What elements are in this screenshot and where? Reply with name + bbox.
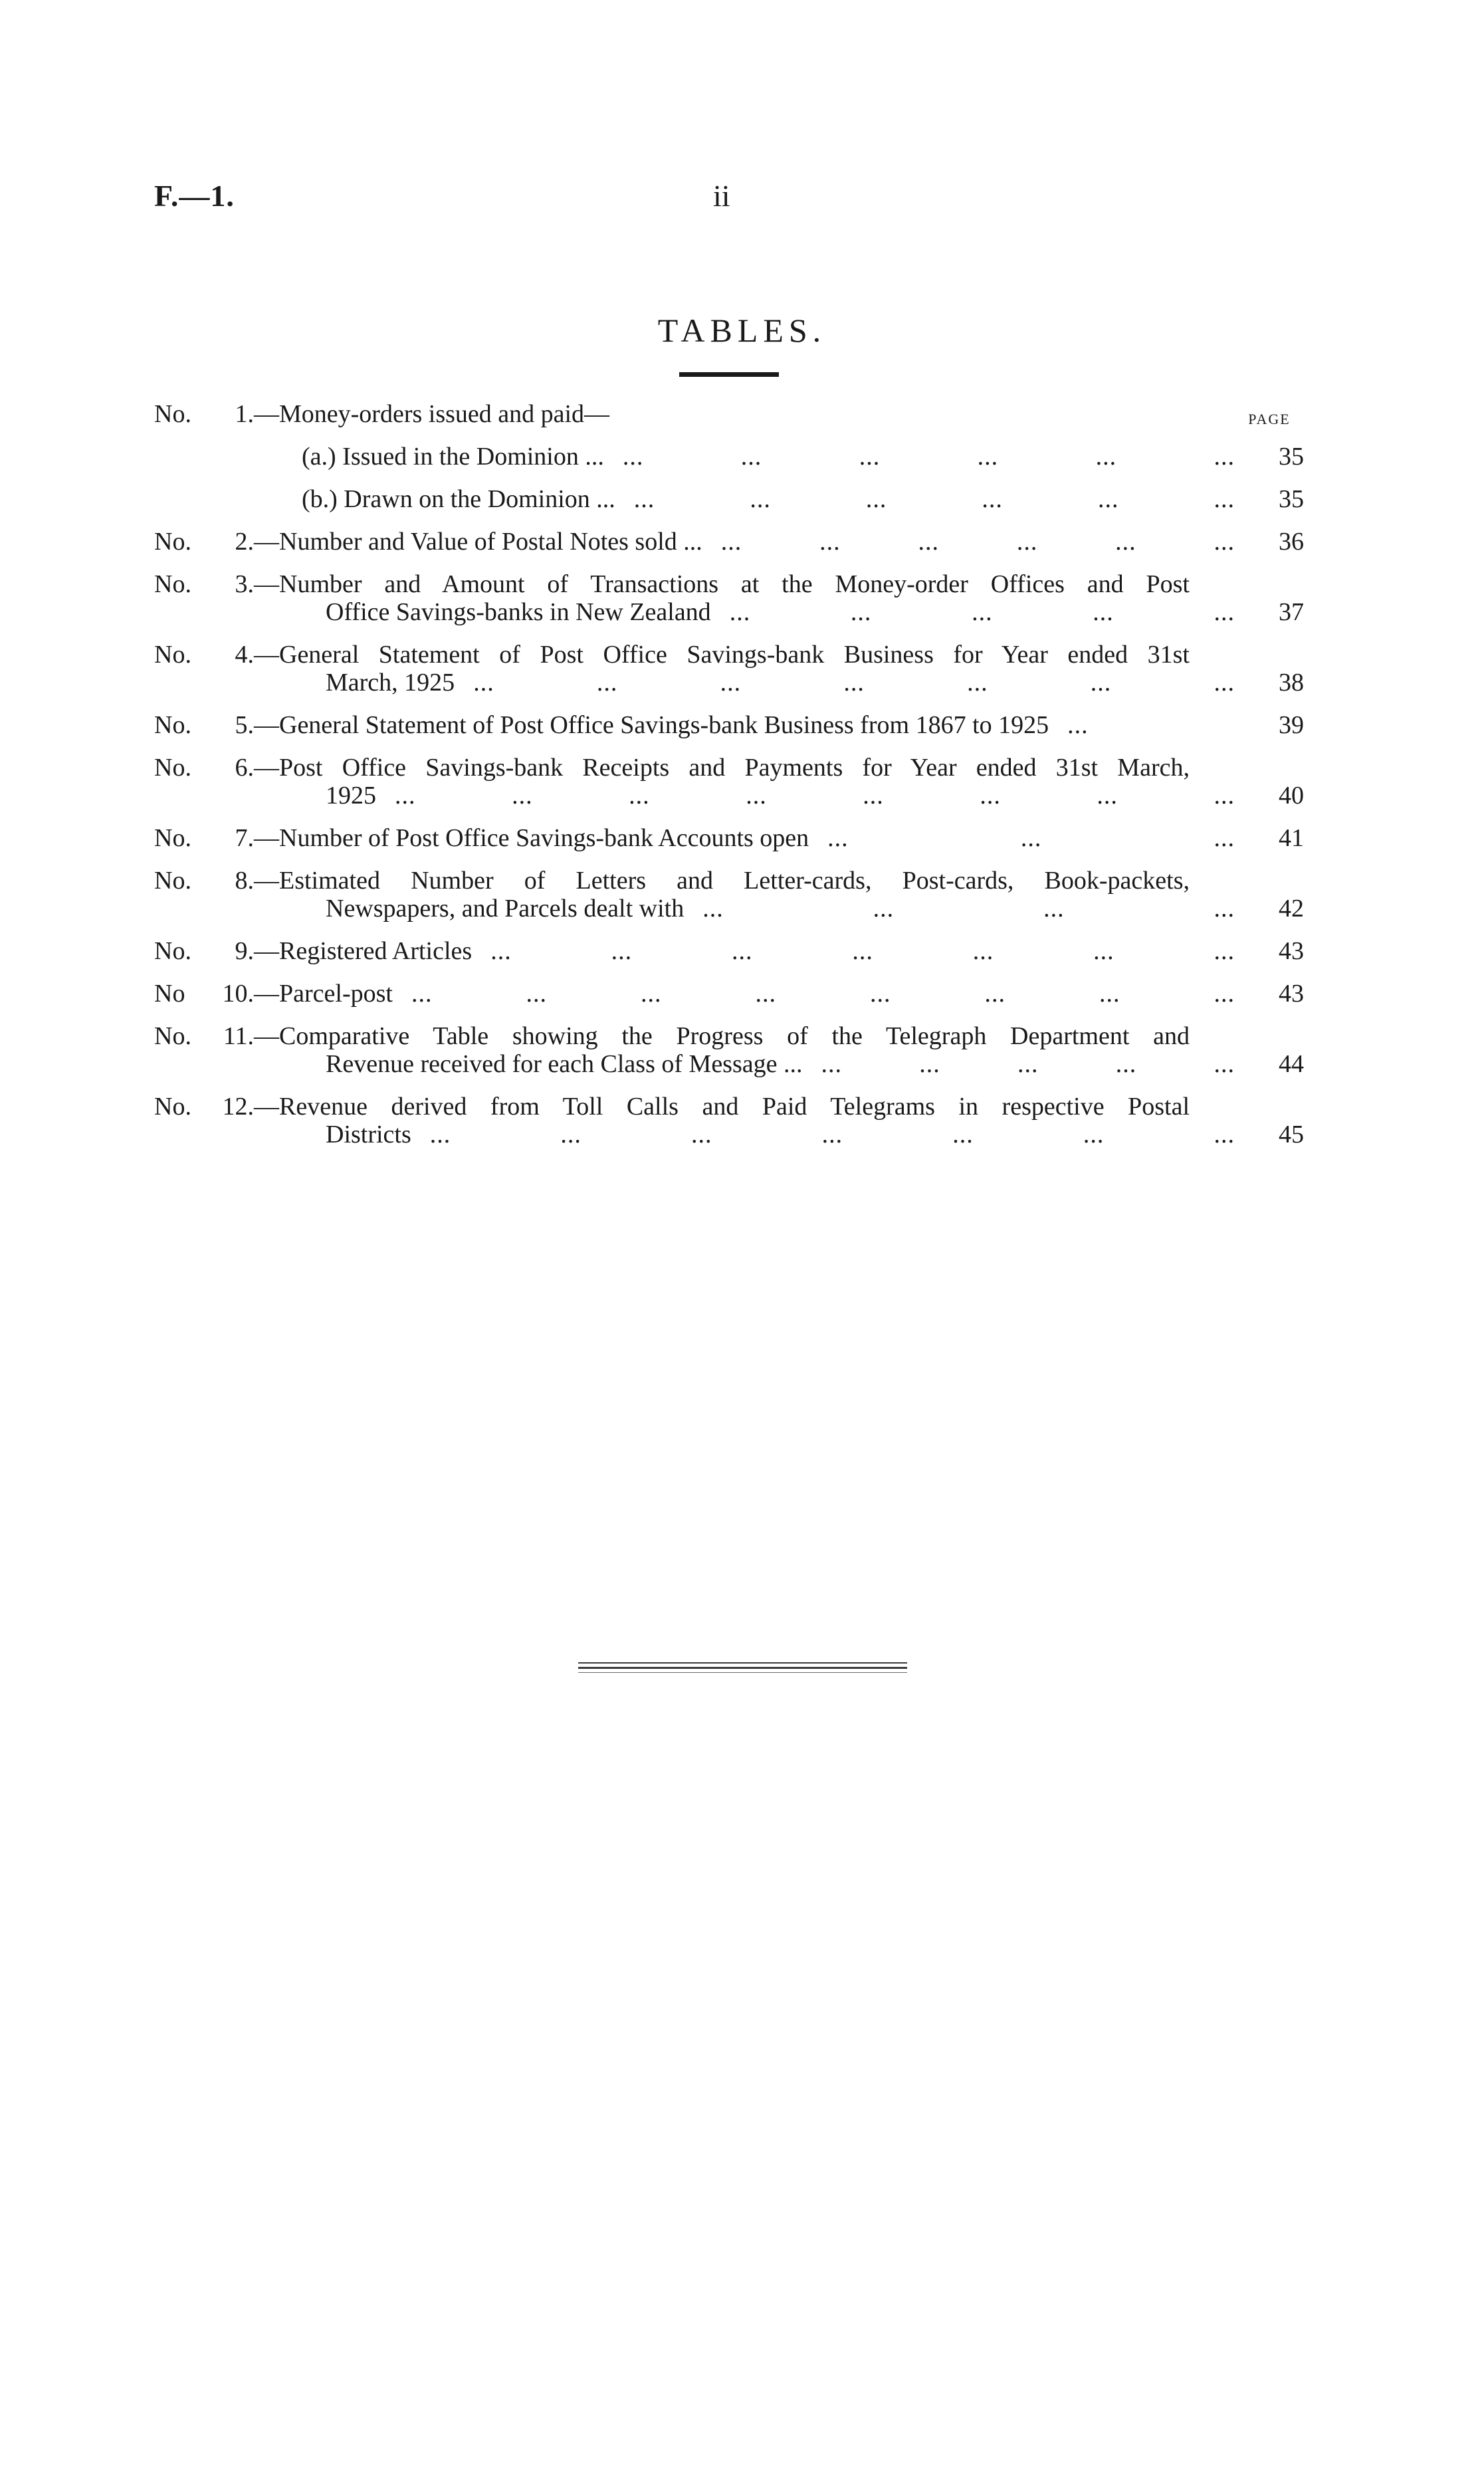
page-ref: 40 <box>1279 782 1304 810</box>
leader-dots: ... <box>1214 937 1235 965</box>
entry-text: —Number and Value of Postal Notes sold ... <box>254 528 702 556</box>
page-title: TABLES. <box>657 312 827 349</box>
dot-leader <box>809 824 1243 852</box>
page-ref: 37 <box>1279 598 1304 626</box>
leader-dots: ... <box>729 598 751 626</box>
closing-rule <box>578 1662 907 1664</box>
table-entry <box>154 1022 1304 1078</box>
entry-continuation <box>154 669 1304 697</box>
leader-dots: ... <box>1083 1121 1105 1148</box>
table-entry <box>154 867 1304 922</box>
leader-dots: ... <box>1214 669 1235 697</box>
entry-no-label: No. <box>154 400 191 428</box>
dot-leader <box>702 528 1243 556</box>
entry-text: (a.) Issued in the Dominion ... <box>302 443 604 471</box>
leader-dots: ... <box>1214 782 1235 810</box>
dot-leader <box>711 598 1243 626</box>
leader-dots: ... <box>1214 980 1235 1008</box>
entry-continuation <box>154 1121 1304 1148</box>
leader-dots: ... <box>919 1050 940 1078</box>
leader-dots: ... <box>731 937 753 965</box>
leader-dots: ... <box>1115 528 1136 556</box>
entry-no-label: No. <box>154 641 191 669</box>
entry-text: —General Statement of Post Office Savings-bank Business from 1867 to 1925 <box>254 711 1049 739</box>
entry-no-label: No <box>154 980 185 1008</box>
entry-number: 7. <box>235 824 254 852</box>
entry-number: 2. <box>235 528 254 556</box>
page-number: ii <box>713 179 730 213</box>
closing-rule <box>578 1672 907 1673</box>
table-entry <box>154 824 1304 852</box>
table-entry <box>154 570 1304 626</box>
leader-dots: ... <box>859 443 881 471</box>
table-entry <box>154 528 1304 556</box>
table-entry <box>154 711 1304 739</box>
entry-text: (b.) Drawn on the Dominion ... <box>302 485 615 513</box>
leader-dots: ... <box>755 980 776 1008</box>
entry-line <box>154 400 1304 428</box>
page-column-label: PAGE <box>1248 411 1291 427</box>
entry-text: —Comparative Table showing the Progress of the Telegraph Department and <box>254 1022 1190 1050</box>
leader-dots: ... <box>977 443 999 471</box>
entry-no-label: No. <box>154 711 191 739</box>
page-ref: 39 <box>1279 711 1304 739</box>
page-ref: 44 <box>1279 1050 1304 1078</box>
entry-text-continued: Newspapers, and Parcels dealt with <box>326 895 685 922</box>
leader-dots: ... <box>750 485 771 513</box>
leader-dots: ... <box>720 528 742 556</box>
leader-dots: ... <box>633 485 655 513</box>
leader-dots: ... <box>952 1121 974 1148</box>
leader-dots: ... <box>1099 980 1120 1008</box>
entry-line <box>154 443 1304 471</box>
dot-leader <box>376 782 1243 810</box>
leader-dots: ... <box>1095 443 1117 471</box>
document-code: F.—1. <box>154 179 235 213</box>
table-entry <box>154 1093 1304 1148</box>
dot-leader <box>393 980 1243 1008</box>
leader-dots: ... <box>972 598 993 626</box>
table-entry <box>154 400 1304 428</box>
entry-line <box>154 937 1304 965</box>
entry-no-label: No. <box>154 937 191 965</box>
entry-continuation <box>154 782 1304 810</box>
leader-dots: ... <box>640 980 662 1008</box>
leader-dots: ... <box>411 980 433 1008</box>
entry-number: 3. <box>235 570 254 598</box>
leader-dots: ... <box>863 782 884 810</box>
dot-leader <box>684 895 1243 922</box>
leader-dots: ... <box>819 528 841 556</box>
leader-dots: ... <box>1017 1050 1039 1078</box>
leader-dots: ... <box>843 669 865 697</box>
entry-number: 1. <box>235 400 254 428</box>
leader-dots: ... <box>629 782 650 810</box>
entry-no-label: No. <box>154 1022 191 1050</box>
closing-rule <box>578 1667 907 1669</box>
leader-dots: ... <box>1115 1050 1137 1078</box>
entry-no-label: No. <box>154 570 191 598</box>
entry-text: —Parcel-post <box>254 980 393 1008</box>
leader-dots: ... <box>1016 528 1038 556</box>
leader-dots: ... <box>1214 443 1235 471</box>
entry-line <box>154 528 1304 556</box>
leader-dots: ... <box>982 485 1003 513</box>
leader-dots: ... <box>526 980 547 1008</box>
entry-text: —Registered Articles <box>254 937 473 965</box>
leader-dots: ... <box>395 782 416 810</box>
leader-dots: ... <box>1093 598 1114 626</box>
leader-dots: ... <box>740 443 762 471</box>
dot-leader <box>472 937 1243 965</box>
page-ref: 35 <box>1279 485 1304 513</box>
entry-line <box>154 485 1304 513</box>
leader-dots: ... <box>873 895 895 922</box>
dot-leader <box>455 669 1243 697</box>
entry-text-continued: Revenue received for each Class of Message ... <box>326 1050 803 1078</box>
leader-dots: ... <box>512 782 533 810</box>
table-of-contents <box>154 400 1304 1163</box>
leader-dots: ... <box>1214 598 1235 626</box>
table-entry <box>154 641 1304 697</box>
leader-dots: ... <box>473 669 494 697</box>
entry-line <box>154 867 1304 895</box>
leader-dots: ... <box>1090 669 1112 697</box>
leader-dots: ... <box>1214 824 1235 852</box>
table-entry <box>154 937 1304 965</box>
leader-dots: ... <box>429 1121 451 1148</box>
leader-dots: ... <box>827 824 849 852</box>
leader-dots: ... <box>821 1050 842 1078</box>
leader-dots: ... <box>1067 711 1089 739</box>
leader-dots: ... <box>702 895 724 922</box>
dot-leader <box>615 485 1243 513</box>
entry-number: 8. <box>235 867 254 895</box>
dot-leader <box>803 1050 1243 1078</box>
leader-dots: ... <box>821 1121 843 1148</box>
page-ref: 43 <box>1279 980 1304 1008</box>
leader-dots: ... <box>596 669 618 697</box>
entry-continuation <box>154 1050 1304 1078</box>
page-ref: 36 <box>1279 528 1304 556</box>
entry-line <box>154 641 1304 669</box>
entry-text-continued: 1925 <box>326 782 376 810</box>
sub-entry <box>154 485 1304 513</box>
page-ref: 42 <box>1279 895 1304 922</box>
entry-line <box>154 570 1304 598</box>
entry-number: 6. <box>235 754 254 782</box>
entry-text: —Money-orders issued and paid— <box>254 400 610 428</box>
entry-continuation <box>154 598 1304 626</box>
entry-text: —Number and Amount of Transactions at the Money-order Offices and Post <box>254 570 1190 598</box>
entry-number: 11. <box>223 1022 254 1050</box>
leader-dots: ... <box>865 485 887 513</box>
entry-text: —Estimated Number of Letters and Letter-cards, Post-cards, Book-packets, <box>254 867 1190 895</box>
table-entry <box>154 980 1304 1008</box>
entry-number: 10. <box>222 980 254 1008</box>
entry-number: 9. <box>235 937 254 965</box>
entry-line <box>154 754 1304 782</box>
leader-dots: ... <box>1214 485 1235 513</box>
leader-dots: ... <box>1097 485 1119 513</box>
sub-entry <box>154 443 1304 471</box>
entry-no-label: No. <box>154 824 191 852</box>
table-entry <box>154 754 1304 810</box>
leader-dots: ... <box>972 937 994 965</box>
entry-text-continued: March, 1925 <box>326 669 455 697</box>
leader-dots: ... <box>560 1121 582 1148</box>
entry-text: —General Statement of Post Office Savings-bank Business for Year ended 31st <box>254 641 1190 669</box>
page-ref: 45 <box>1279 1121 1304 1148</box>
entry-no-label: No. <box>154 528 191 556</box>
entry-no-label: No. <box>154 1093 191 1121</box>
leader-dots: ... <box>918 528 939 556</box>
entry-no-label: No. <box>154 867 191 895</box>
entry-text-continued: Office Savings-banks in New Zealand <box>326 598 711 626</box>
entry-line <box>154 711 1304 739</box>
leader-dots: ... <box>850 598 872 626</box>
entry-number: 4. <box>235 641 254 669</box>
leader-dots: ... <box>1214 895 1235 922</box>
dot-leader <box>604 443 1243 471</box>
leader-dots: ... <box>852 937 873 965</box>
page-ref: 43 <box>1279 937 1304 965</box>
entry-line <box>154 1022 1304 1050</box>
entry-line <box>154 1093 1304 1121</box>
leader-dots: ... <box>1043 895 1065 922</box>
entry-line <box>154 824 1304 852</box>
leader-dots: ... <box>869 980 891 1008</box>
leader-dots: ... <box>1214 528 1235 556</box>
entry-text: —Post Office Savings-bank Receipts and Payments for Year ended 31st March, <box>254 754 1190 782</box>
page-ref: 35 <box>1279 443 1304 471</box>
entry-number: 12. <box>222 1093 254 1121</box>
leader-dots: ... <box>1214 1121 1235 1148</box>
entry-number: 5. <box>235 711 254 739</box>
page-ref: 38 <box>1279 669 1304 697</box>
leader-dots: ... <box>967 669 988 697</box>
entry-continuation <box>154 895 1304 922</box>
leader-dots: ... <box>1097 782 1118 810</box>
dot-leader <box>1049 711 1243 739</box>
leader-dots: ... <box>1020 824 1042 852</box>
leader-dots: ... <box>490 937 512 965</box>
leader-dots: ... <box>984 980 1006 1008</box>
title-underline <box>679 372 779 377</box>
dot-leader <box>411 1121 1243 1148</box>
entry-text: —Number of Post Office Savings-bank Accounts open <box>254 824 809 852</box>
leader-dots: ... <box>720 669 742 697</box>
leader-dots: ... <box>622 443 644 471</box>
leader-dots: ... <box>980 782 1001 810</box>
leader-dots: ... <box>611 937 633 965</box>
entry-no-label: No. <box>154 754 191 782</box>
entry-text-continued: Districts <box>326 1121 411 1148</box>
entry-line <box>154 980 1304 1008</box>
leader-dots: ... <box>746 782 767 810</box>
entry-text: —Revenue derived from Toll Calls and Paid Telegrams in respective Postal <box>254 1093 1190 1121</box>
leader-dots: ... <box>691 1121 712 1148</box>
page-ref: 41 <box>1279 824 1304 852</box>
leader-dots: ... <box>1214 1050 1235 1078</box>
leader-dots: ... <box>1093 937 1114 965</box>
